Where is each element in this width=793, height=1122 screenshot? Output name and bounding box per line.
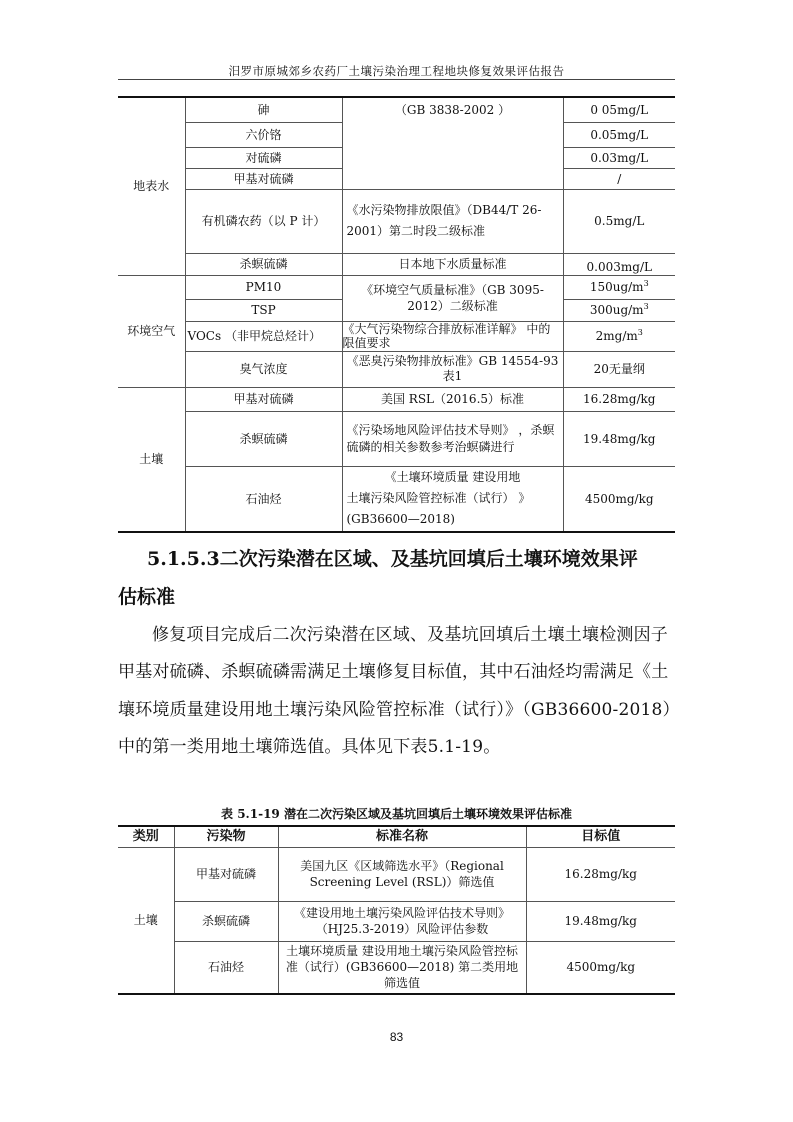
standard-cell: 《建设用地土壤污染风险评估技术导则》（HJ25.3-2019）风险评估参数 [278, 901, 526, 941]
value-cell: 19.48mg/kg [526, 901, 675, 941]
column-header: 类别 [118, 826, 174, 847]
standard-cell: 《水污染物排放限值》（DB44/T 26-2001）第二时段二级标准 [342, 189, 563, 253]
table-caption: 表 5.1-19 潜在二次污染区域及基坑回填后土壤环境效果评估标准 [221, 807, 572, 821]
body-paragraph [118, 617, 675, 766]
category-cell: 环境空气 [118, 275, 185, 387]
pollutant-cell: PM10 [185, 275, 342, 299]
standard-cell: 《环境空气质量标准》（GB 3095-2012）二级标准 [342, 275, 563, 321]
category-cell: 土壤 [133, 913, 158, 928]
category-cell: 地表水 [133, 179, 170, 194]
standard-cell: 土壤环境质量 建设用地土壤污染风险管控标准（试行）(GB36600—2018) 第二类用地筛选值 [278, 941, 526, 994]
unit-superscript: 3 [643, 279, 649, 288]
target-values-table [118, 825, 675, 995]
value-cell: 0 05mg/L [563, 97, 675, 122]
pollutant-cell: 甲基对硫磷 [185, 387, 342, 411]
value-cell [563, 275, 675, 299]
table-row [118, 411, 675, 466]
pollutant-cell: 对硫磷 [185, 147, 342, 168]
value-cell: 4500mg/kg [526, 941, 675, 994]
table-row [118, 321, 675, 351]
pollutant-cell: 臭气浓度 [185, 351, 342, 387]
value-text: 2mg/m [595, 329, 638, 343]
pollutant-cell: TSP [185, 299, 342, 321]
table-row [118, 253, 675, 275]
value-cell: 16.28mg/kg [526, 847, 675, 901]
category-cell: 土壤 [118, 387, 185, 532]
value-cell: 19.48mg/kg [563, 411, 675, 466]
pollutant-cell: 砷 [185, 97, 342, 122]
table-header-row [118, 826, 675, 847]
pollutant-cell: VOCs （非甲烷总烃计） [185, 321, 342, 351]
section-heading: 5.1.5.3二次污染潜在区域、及基坑回填后土壤环境效果评 [147, 548, 638, 570]
pollutant-cell: 杀螟硫磷 [174, 901, 278, 941]
pollutant-cell: 石油烃 [185, 466, 342, 532]
table-row [118, 847, 675, 901]
column-header: 污染物 [174, 826, 278, 847]
value-cell: 4500mg/kg [563, 466, 675, 532]
pollutant-cell: 杀螟硫磷 [185, 411, 342, 466]
table-row [118, 387, 675, 411]
value-text: 300ug/m [589, 303, 644, 317]
standard-cell: 美国九区《区域筛选水平》（Regional Screening Level (RSL)）筛选值 [278, 847, 526, 901]
paragraph-text: 修复项目完成后二次污染潜在区域、及基坑回填后土壤土壤检测因子甲基对硫磷、杀螟硫磷需满足土壤修复目标值，其中石油烃均需满足《土壤环境质量建设用地土壤污染风险管控标准（试行）》（GB36600-2018）中的第一类用地土壤筛选值。具体见下表5.1-19。 [118, 625, 672, 757]
value-cell: 0.03mg/L [563, 147, 675, 168]
column-header: 目标值 [526, 826, 675, 847]
standard-cell: 美国 RSL（2016.5）标准 [342, 387, 563, 411]
standard-line: 《土壤环境质量 建设用地 [384, 470, 521, 485]
table-row [118, 941, 675, 994]
pollutant-cell: 石油烃 [174, 941, 278, 994]
running-header-title: 汨罗市原城郊乡农药厂土壤污染治理工程地块修复效果评估报告 [228, 64, 565, 78]
pollutant-cell: 有机磷农药（以 P 计） [185, 189, 342, 253]
table-row [118, 901, 675, 941]
value-cell: / [563, 168, 675, 189]
standard-cell: 日本地下水质量标准 [342, 253, 563, 275]
value-cell [563, 321, 675, 351]
page-number: 83 [389, 1030, 404, 1044]
standard-line: 土壤污染风险管控标准（试行） 》(GB36600—2018) [346, 491, 531, 527]
table-row [118, 351, 675, 387]
column-header: 标准名称 [278, 826, 526, 847]
value-cell: 0.5mg/L [563, 189, 675, 253]
header-divider [118, 79, 675, 80]
standard-cell: 《污染场地风险评估技术导则》 ，杀螟硫磷的相关参数参考治螟磷进行 [342, 411, 563, 466]
value-cell: 0.003mg/L [563, 253, 675, 275]
unit-superscript: 3 [643, 302, 649, 311]
value-cell [563, 299, 675, 321]
standard-cell: 《恶臭污染物排放标准》GB 14554-93表1 [342, 351, 563, 387]
value-cell: 0.05mg/L [563, 122, 675, 147]
pollutant-cell: 杀螟硫磷 [185, 253, 342, 275]
value-text: 150ug/m [589, 280, 644, 294]
pollutant-cell: 甲基对硫磷 [185, 168, 342, 189]
table-row [118, 189, 675, 253]
standard-cell: 《大气污染物综合排放标准详解》 中的限值要求 [342, 321, 563, 351]
table-row [118, 466, 675, 532]
section-heading-continued: 估标准 [118, 586, 176, 608]
pollutant-cell: 六价铬 [185, 122, 342, 147]
unit-superscript: 3 [637, 328, 643, 337]
standard-cell [342, 466, 563, 532]
table-row [118, 97, 675, 122]
pollutant-cell: 甲基对硫磷 [174, 847, 278, 901]
table-row [118, 275, 675, 299]
standard-cell: （GB 3838-2002 ） [342, 97, 563, 189]
value-cell: 16.28mg/kg [563, 387, 675, 411]
value-cell: 20无量纲 [563, 351, 675, 387]
standards-table [118, 96, 675, 533]
